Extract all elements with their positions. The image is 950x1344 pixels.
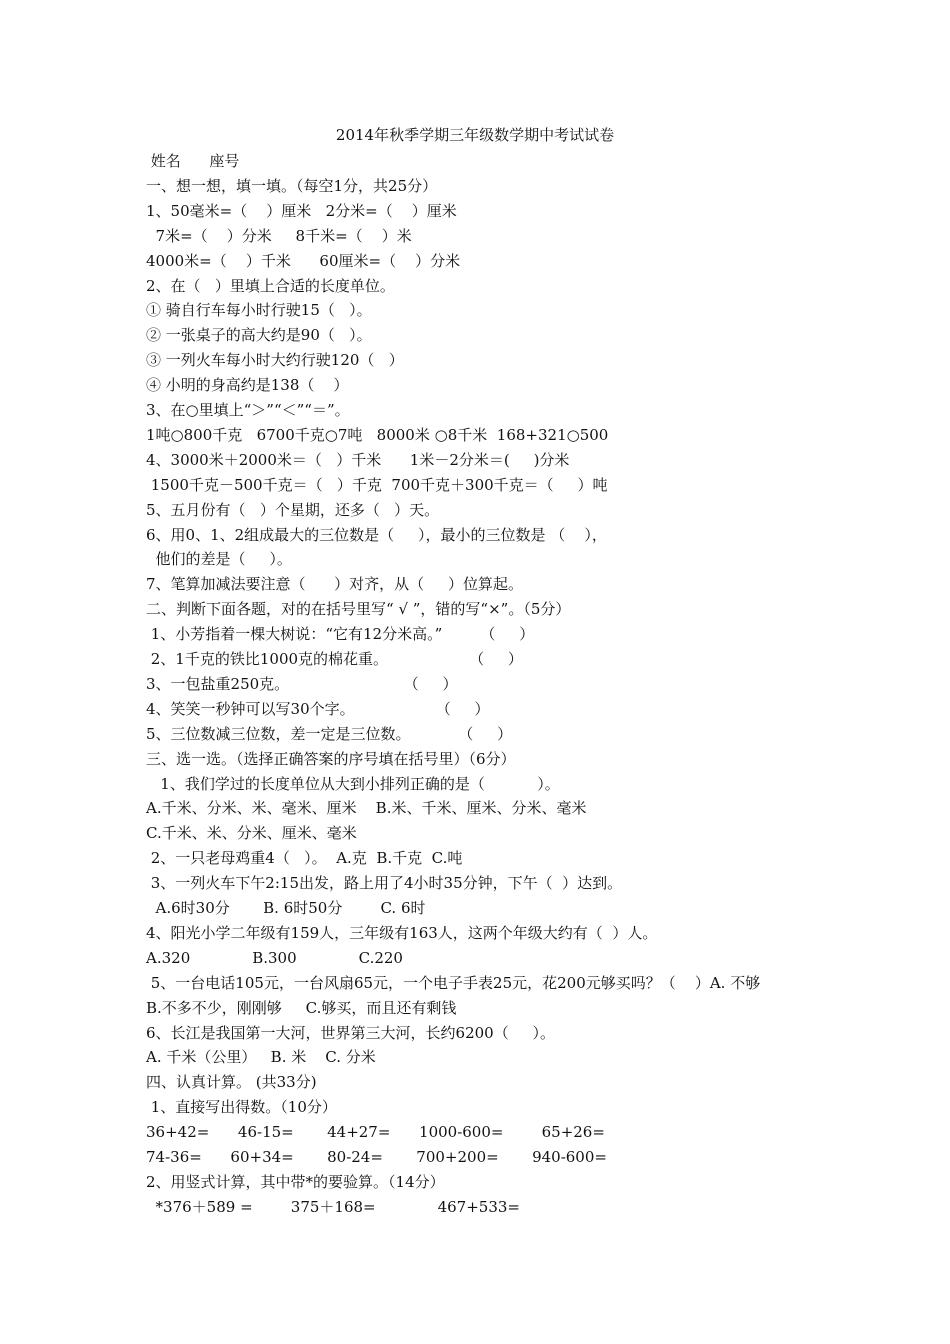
exam-line: A.6时30分 B. 6时50分 C. 6时 [146, 899, 426, 917]
exam-line: 1、我们学过的长度单位从大到小排列正确的是（ ）。 [146, 774, 560, 793]
exam-line: 7米=（ ）分米 8千米=（ ）米 [146, 226, 412, 245]
exam-line: 4、笑笑一秒钟可以写30个字。 （ ） [146, 699, 490, 718]
exam-title: 2014年秋季学期三年级数学期中考试试卷 [335, 126, 615, 144]
exam-line: 2、用竖式计算，其中带*的要验算。（14分） [146, 1172, 445, 1191]
exam-line: ④ 小明的身高约是138（ ） [146, 376, 349, 395]
exam-line: 1、直接写出得数。（10分） [146, 1098, 337, 1117]
exam-line: 1、50毫米=（ ）厘米 2分米=（ ）厘米 [146, 201, 457, 220]
exam-line: 4、阳光小学二年级有159人，三年级有163人，这两个年级大约有（ ）人。 [146, 923, 658, 942]
exam-line: 3、一列火车下午2:15出发，路上用了4小时35分钟，下午（ ）达到。 [146, 874, 623, 893]
exam-line: ③ 一列火车每小时大约行驶120（ ） [146, 351, 404, 370]
exam-line: ① 骑自行车每小时行驶15（ ）。 [146, 301, 372, 320]
exam-line: 1500千克－500千克＝（ ）千克 700千克＋300千克＝（ ）吨 [146, 475, 608, 494]
exam-line: 3、在○里填上“＞”“＜”“＝”。 [146, 401, 350, 419]
exam-line: 5、五月份有（ ）个星期，还多（ ）天。 [146, 500, 440, 519]
exam-line: 6、长江是我国第一大河，世界第三大河，长约6200（ ）。 [146, 1023, 556, 1042]
exam-line: 2、一只老母鸡重4（ ）。 A.克 B.千克 C.吨 [146, 849, 463, 868]
exam-line: 4000米=（ ）千米 60厘米=（ ）分米 [146, 251, 461, 270]
exam-line: 三、选一选。（选择正确答案的序号填在括号里）（6分） [146, 749, 516, 768]
exam-line: 6、用0、1、2组成最大的三位数是（ ），最小的三位数是 （ ）， [146, 525, 607, 544]
exam-line: *376＋589 = 375＋168= 467+533= [146, 1197, 520, 1216]
exam-line: 5、一台电话105元，一台风扇65元，一个电子手表25元，花200元够买吗？（ ）A. 不够 [146, 973, 761, 992]
exam-line: A.320 B.300 C.220 [146, 948, 403, 967]
exam-line: 他们的差是（ ）。 [146, 550, 292, 569]
exam-line: 姓名 座号 [146, 152, 240, 170]
exam-line: 1、小芳指着一棵大树说：“它有12分米高。” （ ） [146, 625, 535, 644]
exam-line: 36+42= 46-15= 44+27= 1000-600= 65+26= [146, 1123, 605, 1142]
exam-line: 二、判断下面各题，对的在括号里写“ √ ”，错的写“×”。（5分） [146, 600, 571, 619]
exam-line: A. 千米（公里） B. 米 C. 分米 [146, 1048, 376, 1067]
exam-line: 2、1千克的铁比1000克的棉花重。 （ ） [146, 650, 523, 668]
exam-line: 一、想一想，填一填。（每空1分，共25分） [146, 176, 438, 195]
exam-line: C.千米、米、分米、厘米、毫米 [146, 824, 357, 843]
exam-line: 4、3000米＋2000米＝（ ）千米 1米－2分米＝( )分米 [146, 450, 570, 469]
exam-line: 5、三位数减三位数，差一定是三位数。 （ ） [146, 724, 513, 743]
exam-line: 74-36= 60+34= 80-24= 700+200= 940-600= [146, 1148, 607, 1166]
exam-line: 四、认真计算。 (共33分) [146, 1073, 317, 1092]
exam-line: 7、笔算加减法要注意（ ）对齐，从（ ）位算起。 [146, 575, 523, 594]
exam-line: ② 一张桌子的高大约是90（ ）。 [146, 326, 372, 345]
exam-line: A.千米、分米、米、毫米、厘米 B.米、千米、厘米、分米、毫米 [146, 799, 587, 818]
exam-line: B.不多不少，刚刚够 C.够买，而且还有剩钱 [146, 998, 457, 1017]
exam-line: 3、一包盐重250克。 （ ） [146, 674, 458, 693]
exam-line: 1吨○800千克 6700千克○7吨 8000米 ○8千米 168+321○500 [146, 425, 609, 444]
exam-line: 2、在（ ）里填上合适的长度单位。 [146, 276, 395, 295]
